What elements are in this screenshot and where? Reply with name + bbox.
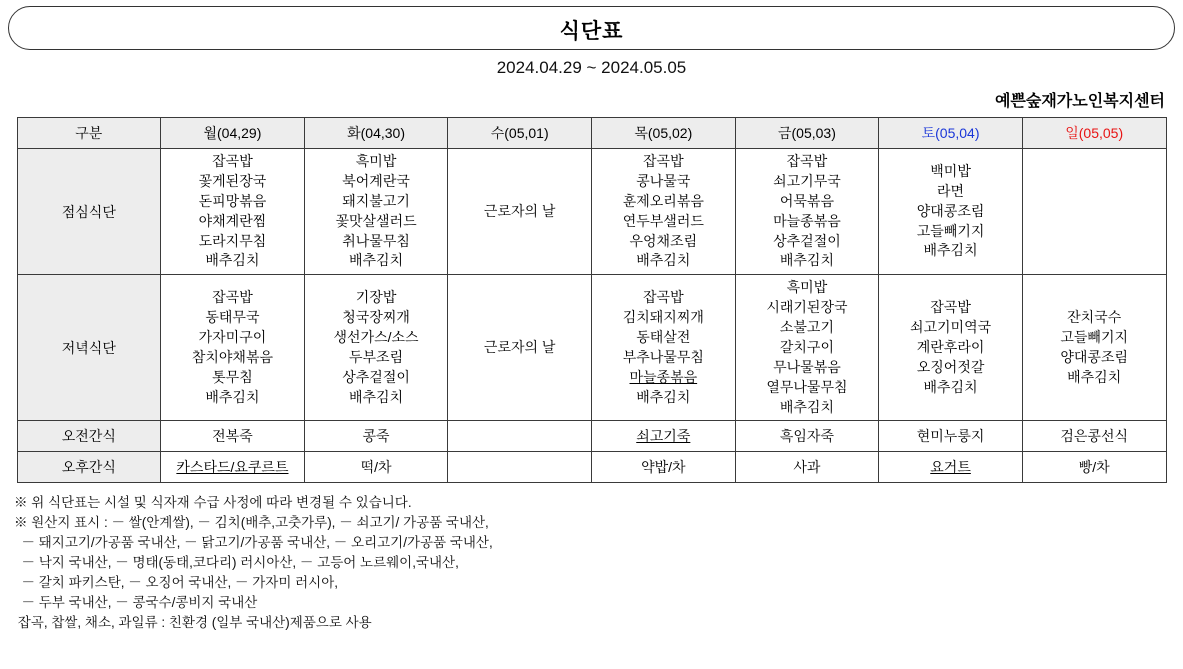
cell-morning-snack-day5 bbox=[735, 421, 879, 452]
menu-item: 돼지불고기 bbox=[342, 192, 410, 209]
cell-lunch-day7 bbox=[1022, 149, 1166, 275]
column-header-tue: 화(04,30) bbox=[304, 118, 448, 149]
menu-item: 배추김치 bbox=[349, 252, 404, 269]
menu-item: 양대콩조림 bbox=[1060, 348, 1128, 365]
column-header-thu: 목(05,02) bbox=[592, 118, 736, 149]
menu-item: 가자미구이 bbox=[198, 328, 267, 345]
cell-dinner-day3 bbox=[448, 275, 592, 421]
menu-item: 근로자의 날 bbox=[483, 202, 556, 219]
menu-item: 소불고기 bbox=[779, 319, 834, 335]
cell-dinner-day6 bbox=[879, 275, 1023, 421]
title-banner bbox=[8, 6, 1175, 50]
cell-morning-snack-day4 bbox=[592, 421, 736, 452]
cell-morning-snack-day2 bbox=[304, 421, 448, 452]
cell-afternoon-snack-day1 bbox=[161, 452, 305, 483]
menu-item: 훈제오리볶음 bbox=[622, 192, 704, 209]
table-row-lunch bbox=[17, 149, 1166, 275]
menu-item: 참치야채볶음 bbox=[191, 348, 274, 365]
menu-item: 상추겉절이 bbox=[773, 232, 841, 249]
column-header-sun: 일(05,05) bbox=[1022, 118, 1166, 149]
table-row-afternoon-snack bbox=[17, 452, 1166, 483]
menu-item: 백미밥 bbox=[930, 162, 971, 179]
column-header-sat: 토(05,04) bbox=[879, 118, 1023, 149]
table-header-row bbox=[17, 118, 1166, 149]
menu-item: 시래기된장국 bbox=[766, 299, 848, 316]
footnote-line: ※ 위 식단표는 시설 및 식자재 수급 사정에 따라 변경될 수 있습니다. bbox=[14, 495, 412, 511]
menu-item: 흑미밥 bbox=[355, 153, 397, 169]
row-header-dinner: 저녁식단 bbox=[17, 275, 161, 421]
menu-item: 부추나물무침 bbox=[622, 348, 704, 365]
cell-afternoon-snack-day6 bbox=[879, 452, 1023, 483]
cell-morning-snack-day6 bbox=[879, 421, 1023, 452]
row-header-afternoon-snack: 오후간식 bbox=[17, 452, 161, 483]
menu-item: 배추김치 bbox=[349, 388, 404, 405]
table-body bbox=[17, 149, 1166, 483]
menu-item: 검은콩선식 bbox=[1060, 428, 1128, 445]
column-header-mon: 월(04,29) bbox=[161, 118, 305, 149]
menu-item: 동태무국 bbox=[205, 309, 260, 326]
menu-item: 취나물무침 bbox=[342, 232, 410, 249]
menu-item: 마늘종볶음 bbox=[773, 212, 841, 229]
table-row-dinner bbox=[17, 275, 1166, 421]
menu-item: 쇠고기무국 bbox=[773, 172, 841, 189]
menu-item: 도라지무침 bbox=[198, 232, 267, 249]
menu-item: 배추김치 bbox=[1067, 368, 1122, 385]
menu-item: 사과 bbox=[793, 459, 821, 476]
cell-lunch-day5 bbox=[735, 149, 879, 275]
menu-item: 흑미밥 bbox=[786, 279, 828, 296]
menu-item: 배추김치 bbox=[779, 252, 834, 269]
row-header-morning-snack: 오전간식 bbox=[17, 421, 161, 452]
menu-item: 야채계란찜 bbox=[198, 212, 267, 229]
cell-lunch-day3 bbox=[448, 149, 592, 275]
cell-afternoon-snack-day4 bbox=[592, 452, 736, 483]
menu-item: 무나물볶음 bbox=[773, 358, 841, 375]
menu-item: 쇠고기죽 bbox=[636, 428, 691, 445]
menu-item: 배추김치 bbox=[923, 242, 978, 259]
menu-item: 돈피망볶음 bbox=[198, 192, 267, 209]
cell-morning-snack-day7 bbox=[1022, 421, 1166, 452]
menu-item: 열무나물무침 bbox=[766, 378, 848, 395]
menu-item: 배추김치 bbox=[205, 388, 260, 405]
footnote-line: － 갈치 파키스탄, － 오징어 국내산, － 가자미 러시아, bbox=[14, 575, 338, 591]
menu-item: 갈치구이 bbox=[779, 338, 834, 355]
menu-item: 꽃맛살샐러드 bbox=[335, 212, 417, 229]
cell-lunch-day1 bbox=[161, 149, 305, 275]
menu-item: 배추김치 bbox=[205, 252, 260, 269]
menu-item: 잡곡밥 bbox=[930, 299, 971, 316]
menu-item: 약밥/차 bbox=[641, 459, 686, 476]
menu-item: 배추김치 bbox=[923, 378, 978, 395]
menu-item: 북어계란국 bbox=[342, 172, 410, 189]
menu-item: 배추김치 bbox=[636, 388, 691, 405]
menu-item: 배추김치 bbox=[636, 252, 691, 269]
cell-afternoon-snack-day7 bbox=[1022, 452, 1166, 483]
menu-item: 근로자의 날 bbox=[483, 338, 556, 355]
menu-item: 오징어젓갈 bbox=[916, 358, 985, 375]
menu-item: 연두부샐러드 bbox=[622, 212, 704, 229]
menu-item: 두부조림 bbox=[349, 348, 404, 365]
cell-afternoon-snack-day2 bbox=[304, 452, 448, 483]
menu-item: 라면 bbox=[937, 182, 965, 199]
menu-item: 잡곡밥 bbox=[643, 153, 684, 169]
row-header-lunch: 점심식단 bbox=[17, 149, 161, 275]
menu-item: 생선가스/소스 bbox=[333, 328, 419, 345]
menu-item: 흑임자죽 bbox=[779, 428, 834, 445]
cell-lunch-day4 bbox=[592, 149, 736, 275]
menu-item: 콩나물국 bbox=[636, 172, 691, 189]
menu-item: 계란후라이 bbox=[916, 338, 985, 355]
menu-item: 쇠고기미역국 bbox=[909, 319, 992, 335]
cell-afternoon-snack-day5 bbox=[735, 452, 879, 483]
menu-item: 잡곡밥 bbox=[212, 153, 253, 169]
weekly-menu-table bbox=[17, 117, 1167, 483]
column-header-wed: 수(05,01) bbox=[448, 118, 592, 149]
menu-document-page bbox=[0, 6, 1183, 669]
menu-item: 잡곡밥 bbox=[786, 153, 828, 169]
menu-item: 김치돼지찌개 bbox=[622, 309, 704, 326]
footnote-line: 잡곡, 찹쌀, 채소, 과일류 : 친환경 (일부 국내산)제품으로 사용 bbox=[14, 615, 372, 631]
menu-item: 카스타드/요쿠르트 bbox=[176, 459, 289, 476]
cell-lunch-day2 bbox=[304, 149, 448, 275]
footnote-line: － 돼지고기/가공품 국내산, － 닭고기/가공품 국내산, － 오리고기/가공품 국내산, bbox=[14, 535, 493, 551]
menu-item: 동태살전 bbox=[636, 328, 691, 345]
menu-item: 톳무침 bbox=[212, 368, 253, 385]
date-range: 2024.04.29 ~ 2024.05.05 bbox=[496, 58, 687, 77]
cell-dinner-day7 bbox=[1022, 275, 1166, 421]
menu-item: 현미누룽지 bbox=[916, 428, 985, 445]
menu-item: 양대콩조림 bbox=[916, 202, 985, 219]
cell-dinner-day5 bbox=[735, 275, 879, 421]
cell-dinner-day1 bbox=[161, 275, 305, 421]
footnote-line: － 두부 국내산, － 콩국수/콩비지 국내산 bbox=[14, 595, 258, 611]
menu-item: 잡곡밥 bbox=[212, 289, 253, 306]
menu-item: 고들빼기지 bbox=[916, 222, 985, 239]
column-header-division: 구분 bbox=[17, 118, 161, 149]
page-title: 식단표 bbox=[559, 20, 624, 43]
footnotes bbox=[14, 493, 1183, 633]
menu-item: 잔치국수 bbox=[1067, 309, 1122, 326]
menu-item: 상추겉절이 bbox=[342, 368, 410, 385]
menu-item: 잡곡밥 bbox=[643, 289, 684, 306]
cell-lunch-day6 bbox=[879, 149, 1023, 275]
menu-item: 어묵볶음 bbox=[779, 192, 834, 209]
menu-item: 빵/차 bbox=[1078, 459, 1110, 476]
cell-dinner-day4 bbox=[592, 275, 736, 421]
menu-item: 고들빼기지 bbox=[1060, 328, 1128, 345]
center-name: 예쁜숲재가노인복지센터 bbox=[994, 93, 1165, 110]
table-row-morning-snack bbox=[17, 421, 1166, 452]
column-header-fri: 금(05,03) bbox=[735, 118, 879, 149]
cell-morning-snack-day3 bbox=[448, 421, 592, 452]
menu-item: 요거트 bbox=[930, 459, 971, 476]
cell-afternoon-snack-day3 bbox=[448, 452, 592, 483]
menu-item: 마늘종볶음 bbox=[629, 368, 698, 385]
menu-item: 떡/차 bbox=[360, 459, 392, 476]
menu-item: 전복죽 bbox=[212, 428, 253, 445]
menu-item: 배추김치 bbox=[779, 398, 834, 415]
menu-item: 꽃게된장국 bbox=[198, 172, 267, 189]
menu-item: 기장밥 bbox=[355, 289, 397, 306]
menu-item: 우엉채조림 bbox=[629, 232, 698, 249]
cell-morning-snack-day1 bbox=[161, 421, 305, 452]
cell-dinner-day2 bbox=[304, 275, 448, 421]
footnote-line: － 낙지 국내산, － 명태(동태,코다리) 러시아산, － 고등어 노르웨이,국내산, bbox=[14, 555, 459, 571]
menu-item: 청국장찌개 bbox=[342, 309, 410, 326]
footnote-line: ※ 원산지 표시 : － 쌀(안계쌀), － 김치(배추,고춧가루), － 쇠고기/ 가공품 국내산, bbox=[14, 515, 489, 531]
menu-item: 콩죽 bbox=[362, 428, 390, 445]
